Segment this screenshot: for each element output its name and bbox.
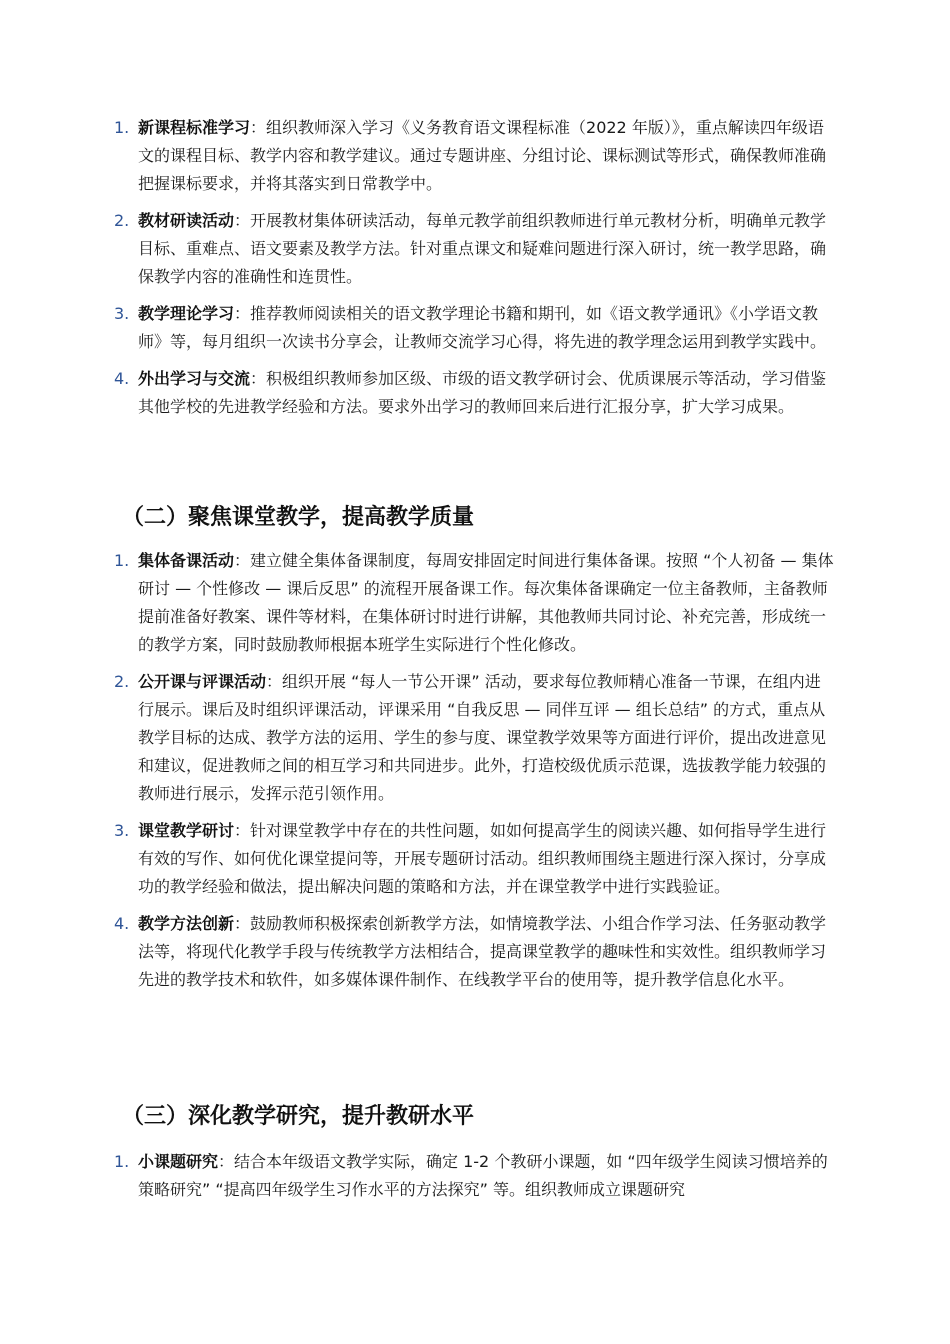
section-heading: （三）深化教学研究，提升教研水平	[122, 1104, 475, 1129]
research-list	[112, 1148, 834, 1204]
item-text: ：建立健全集体备课制度，每周安排固定时间进行集体备课。按照 “个人初备 — 集体研讨 — 个性修改 — 课后反思” 的流程开展备课工作。每次集体备课确定一位主备教师，主备教师提前准备好教案、课件等材料，在集体研讨时进行讲解，其他教师共同讨论、补充完善，形成统一的教学方案，同时鼓励教师根据本班学生实际进行个性化修改。	[138, 551, 834, 654]
classroom-teaching-list	[112, 547, 834, 994]
list-item	[112, 207, 834, 291]
item-text: ：结合本年级语文教学实际，确定 1-2 个教研小课题，如 “四年级学生阅读习惯培养的策略研究” “提高四年级学生习作水平的方法探究” 等。组织教师成立课题研究	[138, 1152, 828, 1199]
item-term: 公开课与评课活动	[138, 672, 267, 691]
section-heading: （二）聚焦课堂教学，提高教学质量	[122, 505, 475, 530]
item-text: ：组织教师深入学习《义务教育语文课程标准（2022 年版）》，重点解读四年级语文的课程目标、教学内容和教学建议。通过专题讲座、分组讨论、课标测试等形式，确保教师准确把握课标要求，并将其落实到日常教学中。	[138, 118, 827, 193]
item-term: 新课程标准学习	[138, 118, 251, 137]
list-item	[112, 910, 834, 994]
item-term: 教学理论学习	[138, 304, 235, 323]
list-number: 1.	[114, 118, 130, 137]
list-item	[112, 114, 834, 198]
item-term: 外出学习与交流	[138, 369, 251, 388]
list-number: 4.	[114, 369, 130, 388]
item-text: ：组织开展 “每人一节公开课” 活动，要求每位教师精心准备一节课，在组内进行展示。课后及时组织评课活动，评课采用 “自我反思 — 同伴互评 — 组长总结” 的方式，重点从教学目标的达成、教学方法的运用、学生的参与度、课堂教学效果等方面进行评价，提出改进意见和建议，促进教师之间的相互学习和共同进步。此外，打造校级优质示范课，选拔教学能力较强的教师进行展示，发挥示范引领作用。	[138, 672, 827, 803]
item-term: 课堂教学研讨	[138, 821, 235, 840]
item-text: ：鼓励教师积极探索创新教学方法，如情境教学法、小组合作学习法、任务驱动教学法等，将现代化教学手段与传统教学方法相结合，提高课堂教学的趣味性和实效性。组织教师学习先进的教学技术和软件，如多媒体课件制作、在线教学平台的使用等，提升教学信息化水平。	[138, 914, 827, 989]
item-term: 集体备课活动	[138, 551, 235, 570]
list-number: 2.	[114, 672, 130, 691]
item-term: 小课题研究	[138, 1152, 219, 1171]
list-number: 2.	[114, 211, 130, 230]
list-item	[112, 547, 834, 659]
item-text: ：推荐教师阅读相关的语文教学理论书籍和期刊，如《语文教学通讯》《小学语文教师》等，每月组织一次读书分享会，让教师交流学习心得，将先进的教学理念运用到教学实践中。	[138, 304, 827, 351]
item-text: ：针对课堂教学中存在的共性问题，如如何提高学生的阅读兴趣、如何指导学生进行有效的写作、如何优化课堂提问等，开展专题研讨活动。组织教师围绕主题进行深入探讨，分享成功的教学经验和做法，提出解决问题的策略和方法，并在课堂教学中进行实践验证。	[138, 821, 827, 896]
list-item	[112, 817, 834, 901]
list-item	[112, 668, 834, 808]
list-item	[112, 365, 834, 421]
list-number: 4.	[114, 914, 130, 933]
list-number: 1.	[114, 1152, 130, 1171]
item-term: 教材研读活动	[138, 211, 235, 230]
item-text: ：积极组织教师参加区级、市级的语文教学研讨会、优质课展示等活动，学习借鉴其他学校的先进教学经验和方法。要求外出学习的教师回来后进行汇报分享，扩大学习成果。	[138, 369, 827, 416]
item-text: ：开展教材集体研读活动，每单元教学前组织教师进行单元教材分析，明确单元教学目标、重难点、语文要素及教学方法。针对重点课文和疑难问题进行深入研讨，统一教学思路，确保教学内容的准确性和连贯性。	[138, 211, 827, 286]
list-number: 1.	[114, 551, 130, 570]
list-item	[112, 300, 834, 356]
item-term: 教学方法创新	[138, 914, 235, 933]
list-number: 3.	[114, 304, 130, 323]
training-list	[112, 114, 834, 421]
list-item	[112, 1148, 834, 1204]
list-number: 3.	[114, 821, 130, 840]
